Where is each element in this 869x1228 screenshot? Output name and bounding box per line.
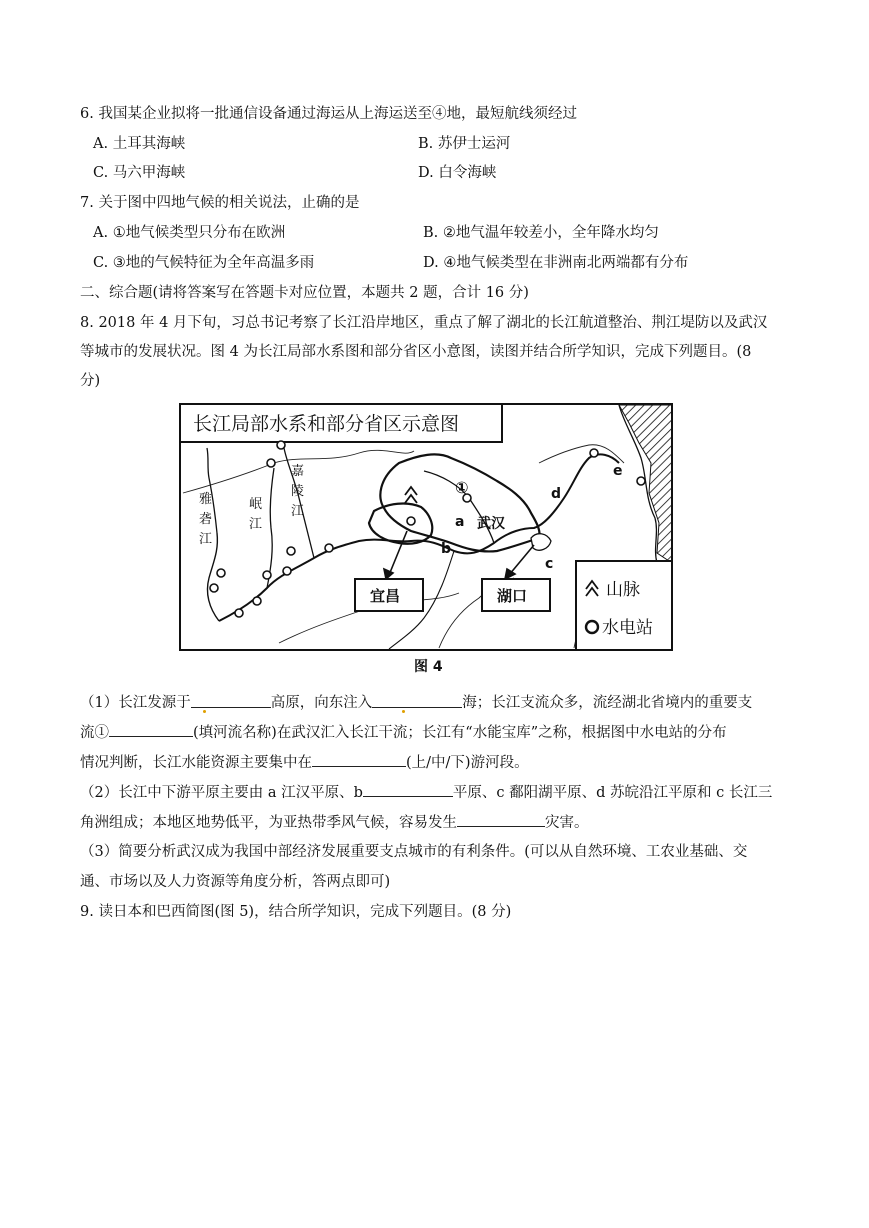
city-yichang: 宜昌	[370, 587, 401, 605]
p2-text-4: 灾害。	[545, 815, 589, 831]
label-d: d	[551, 486, 562, 502]
river-min-1: 岷	[249, 497, 263, 512]
q6-option-c: C. 马六甲海峡	[93, 165, 186, 181]
p1-line-1	[80, 693, 752, 713]
p1-text-1: （1）长江发源于	[80, 695, 191, 711]
label-e: e	[613, 463, 623, 479]
q7-option-c: C. ③地的气候特征为全年高温多雨	[93, 255, 315, 271]
answer-blank-source[interactable]	[191, 693, 271, 708]
answer-blank-sea[interactable]	[372, 693, 462, 708]
figure-caption: 图 4	[414, 659, 443, 675]
p3-line-2: 通、市场以及人力资源等角度分析，答两点即可)	[80, 874, 391, 890]
label-circle-1: ①	[455, 478, 469, 497]
legend-hydro-icon	[586, 621, 598, 633]
q6-option-d: D. 白令海峡	[418, 165, 497, 181]
p2-line-1	[80, 782, 772, 803]
city-hukou: 湖口	[497, 587, 528, 605]
q7-stem: 7. 关于图中四地气候的相关说法，止确的是	[80, 195, 360, 211]
city-wuhan: 武汉	[477, 516, 505, 532]
answer-blank-plain[interactable]	[363, 782, 453, 797]
answer-blank-disaster[interactable]	[457, 812, 545, 827]
q6-stem: 6. 我国某企业拟将一批通信设备通过海运从上海运送至④地，最短航线须经过	[80, 106, 577, 122]
label-a: a	[455, 514, 465, 530]
answer-blank-section[interactable]	[312, 752, 406, 767]
q9-stem: 9. 读日本和巴西简图(图 5)，结合所学知识，完成下列题目。(8 分)	[80, 904, 512, 920]
p3-line-1: （3）简要分析武汉成为我国中部经济发展重要支点城市的有利条件。(可以从自然环境、工农业基础、交	[80, 844, 748, 860]
q6-option-a: A. 土耳其海峡	[93, 136, 186, 152]
river-yalong-3: 江	[199, 532, 213, 547]
label-b: b	[441, 541, 452, 557]
legend-hydro-label: 水电站	[602, 618, 653, 638]
yangtze-map-figure	[179, 403, 673, 675]
p1-line-3	[80, 752, 529, 773]
q7-option-b: B. ②地气温年较差小，全年降水均匀	[423, 225, 659, 241]
river-yalong-2: 砻	[199, 512, 213, 527]
river-jialing-2: 陵	[291, 484, 305, 499]
p2-text-1: （2）长江中下游平原主要由 a 江汉平原、b	[80, 785, 363, 801]
map-title: 长江局部水系和部分省区示意图	[193, 413, 460, 435]
river-min-2: 江	[249, 517, 263, 532]
river-jialing-1: 嘉	[291, 464, 305, 479]
q8-line-3: 分)	[80, 373, 101, 389]
p1-text-7: (上/中/下)游河段。	[406, 755, 529, 771]
p2-text-3: 角洲组成；本地区地势低平，为亚热带季风气候，容易发生	[80, 815, 457, 831]
q8-line-2: 等城市的发展状况。图 4 为长江局部水系图和部分省区小意图，读图并结合所学知识，完成下列题目。(8	[80, 344, 752, 360]
p1-line-2	[80, 722, 727, 743]
p1-text-2: 高原，向东注入	[270, 695, 373, 711]
q6-option-b: B. 苏伊士运河	[418, 136, 511, 152]
p1-text-4: 流①	[80, 725, 109, 741]
p1-text-5: (填河流名称)在武汉汇入长江干流；长江有“水能宝库”之称，根据图中水电站的分布	[193, 725, 727, 741]
river-yalong-1: 雅	[199, 492, 213, 507]
p2-line-2	[80, 812, 589, 833]
q7-option-d: D. ④地气候类型在非洲南北两端都有分布	[423, 255, 689, 271]
p2-text-2: 平原、c 鄱阳湖平原、d 苏皖沿江平原和 c 长江三	[452, 785, 773, 801]
section-heading: 二、综合题(请将答案写在答题卡对应位置，本题共 2 题，合计 16 分)	[80, 285, 529, 301]
q7-option-a: A. ①地气候类型只分布在欧洲	[93, 225, 286, 241]
p1-text-6: 情况判断，长江水能资源主要集中在	[80, 755, 312, 771]
q8-line-1: 8. 2018 年 4 月下旬，习总书记考察了长江沿岸地区，重点了解了湖北的长江航道整治、荆江堤防以及武汉	[80, 315, 768, 331]
legend-mountain-label: 山脉	[606, 580, 640, 600]
p1-text-3: 海；长江支流众多，流经湖北省境内的重要支	[462, 695, 753, 711]
river-jialing-3: 江	[291, 504, 305, 519]
label-c: c	[545, 556, 554, 572]
answer-blank-tributary[interactable]	[109, 722, 193, 737]
